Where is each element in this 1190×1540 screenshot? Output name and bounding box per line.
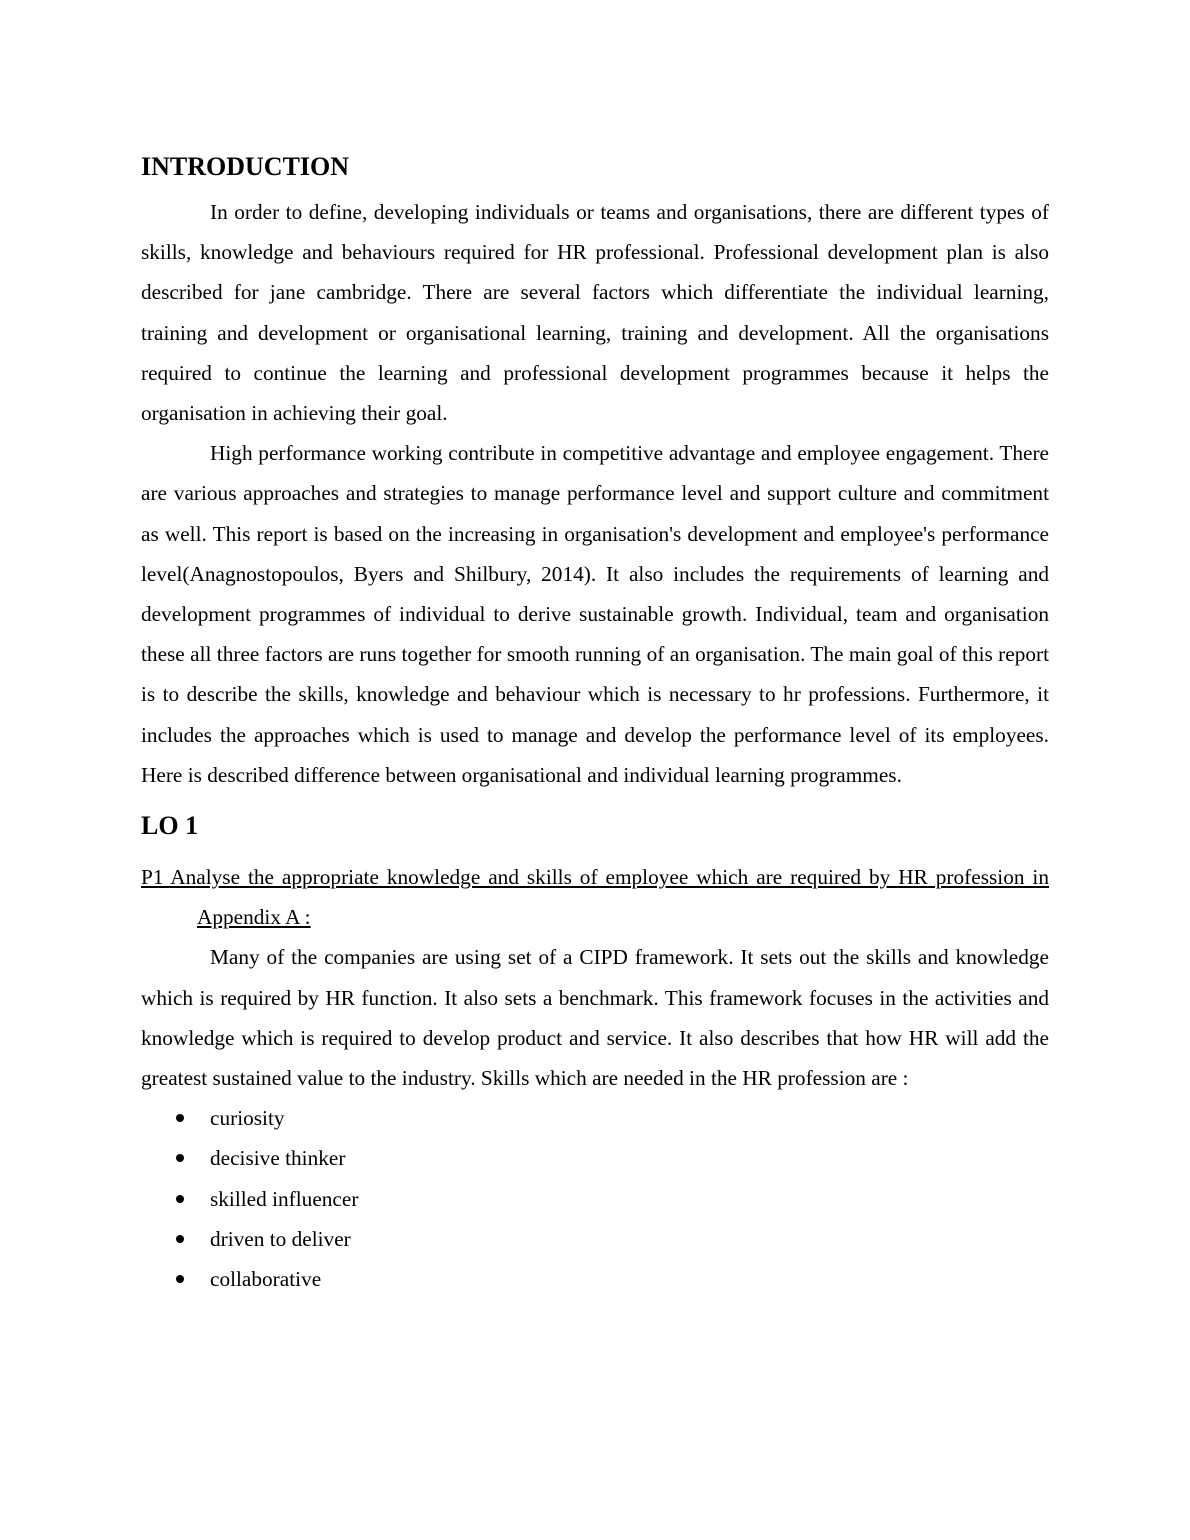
bullet-icon <box>176 1275 184 1283</box>
bullet-icon <box>176 1195 184 1203</box>
list-item-text: collaborative <box>210 1267 322 1292</box>
list-item-text: skilled influencer <box>210 1186 359 1211</box>
p1-heading: P1 Analyse the appropriate knowledge and skills of employee which are required by HR profession in Appendix A : <box>141 865 1049 930</box>
list-item-text: decisive thinker <box>210 1146 346 1171</box>
skills-list <box>141 1098 1049 1299</box>
intro-paragraph-1: In order to define, developing individuals or teams and organisations, there are different types of skills, knowledge and behaviours required for HR professional. Professional development plan is also described for jane cambridge. There are several factors which differentiate the individual learning, training and development or organisational learning, training and development. All the organisations required to continue the learning and professional development programmes because it helps the organisation in achieving their goal. <box>141 200 1049 426</box>
list-item-text: driven to deliver <box>210 1226 351 1251</box>
introduction-heading: INTRODUCTION <box>141 152 350 181</box>
list-item <box>141 1179 1049 1219</box>
list-item <box>141 1138 1049 1178</box>
document-page <box>141 150 1049 1299</box>
list-item <box>141 1219 1049 1259</box>
lo1-heading: LO 1 <box>141 811 199 841</box>
list-item <box>141 1098 1049 1138</box>
bullet-icon <box>176 1235 184 1243</box>
list-item-text: curiosity <box>210 1106 285 1131</box>
list-item <box>141 1259 1049 1299</box>
bullet-icon <box>176 1154 184 1162</box>
bullet-icon <box>176 1114 184 1122</box>
intro-paragraph-2: High performance working contribute in competitive advantage and employee engagement. There are various approaches and strategies to manage performance level and support culture and commitment as well. This report is based on the increasing in organisation's development and employee's performance level(Anagnostopoulos, Byers and Shilbury, 2014). It also includes the requirements of learning and development programmes of individual to derive sustainable growth. Individual, team and organisation these all three factors are runs together for smooth running of an organisation. The main goal of this report is to describe the skills, knowledge and behaviour which is necessary to hr professions. Furthermore, it includes the approaches which is used to manage and develop the performance level of its employees. Here is described difference between organisational and individual learning programmes. <box>141 441 1049 787</box>
p1-paragraph: Many of the companies are using set of a CIPD framework. It sets out the skills and knowledge which is required by HR function. It also sets a benchmark. This framework focuses in the activities and knowledge which is required to develop product and service. It also describes that how HR will add the greatest sustained value to the industry. Skills which are needed in the HR profession are : <box>141 945 1049 1091</box>
